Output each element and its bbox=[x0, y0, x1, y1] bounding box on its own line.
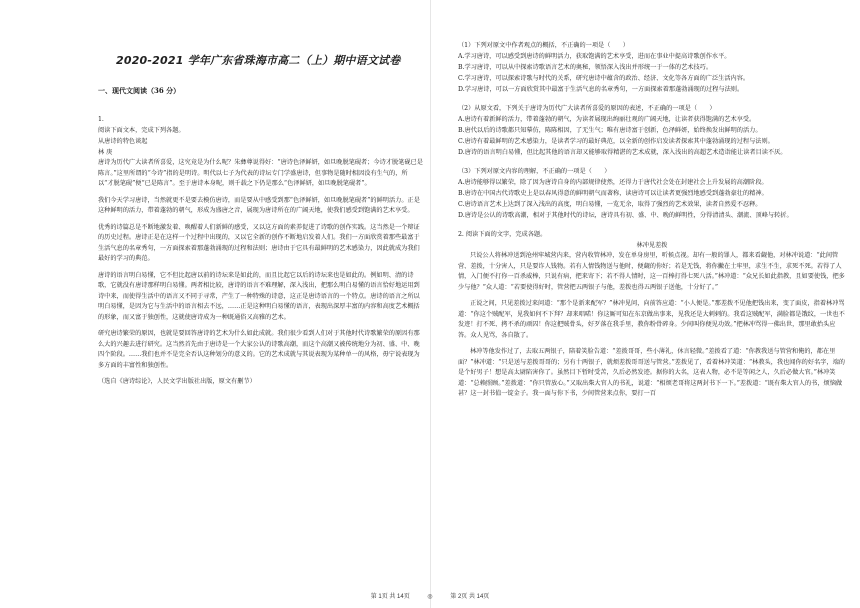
story-paragraph: 林冲等他发作过了，去取五两银子，陪着笑脸告道：“差拨哥哥，些小薄礼，休言轻微。”差拨看了道：“你教我送与管营和俺的，都在里面？”林冲道：“只是送与差拨哥哥的；另有十两银子，就烦差拨哥哥送与管营。”差拨见了，看着林冲笑道：“林教头，我也闻你的好名字，端的是个好男子！想是高太尉陷害你了。虽然目下暂时受苦，久后必然发迹。据你的大名，这表人物，必不是等闲之人，久后必做大官。”林冲笑道：“总赖照顾。”差拨道：“你只管放心。”又取出柴大官人的书礼，说道：“相烦老哥将这两封书下一下。”差拨道：“既有柴大官人的书，烦恼做甚？这一封书值一锭金子。我一面与你下书，少间管营来点你，要打一百 bbox=[458, 348, 845, 397]
option-d: D.唐诗的语言明白易懂，但比起其他的语言却又能够取得精湛的艺术成就，深入浅出的高超艺术造诣能让读者目读不厌。 bbox=[458, 149, 787, 156]
essay-title: 从唐诗的特色谈起 bbox=[98, 138, 148, 145]
story-title: 林冲见差拨 bbox=[636, 242, 668, 249]
option-a: A.唐诗有着新鲜的活力，带着蓬勃的朝气，为读者展现出绚丽壮观的广阔天地，让读者获得饱满的艺术享受。 bbox=[458, 116, 756, 123]
question-number: 1. bbox=[98, 116, 104, 123]
option-d: D.唐诗是公认的诗歌高潮，相对于其他时代的诗坛，唐诗具有初、盛、中、晚的鲜明性，分得清清头、潮流、顶峰与转折。 bbox=[458, 212, 793, 219]
question-1-3: （3）下列对原文内容的理解，不正确的一项是（ ） bbox=[458, 168, 611, 175]
question-1-2: （2）从原文看，下列关于唐诗为历代广大读者所喜爱的原因的表述，不正确的一项是（ ） bbox=[458, 105, 716, 112]
right-content bbox=[458, 40, 846, 406]
right-page bbox=[430, 0, 860, 608]
question-1-1: （1）下列对原文中作者观点的概括，不正确的一项是（ ） bbox=[458, 42, 629, 49]
essay-paragraph: 唐诗为历代广大读者所喜爱，这究竟是为什么呢？朱彝尊说得好：“唐诗色泽鲜妍，如旦晚脱笔砚者；今诗才脱笔砚已是陈言。”这里所谓的“今诗”指的是明诗。明代以七子为代表的诗坛专门学盛唐诗，但事物是随时相因没有生气的，所以“才脱笔砚”便“已是陈言”。至于唐诗本身呢，则千载之下仍是那么“色泽鲜妍，如旦晚脱笔砚者”。 bbox=[98, 159, 423, 187]
essay-paragraph: 优秀的诗篇总是不断地激发着、唤醒着人们新鲜的感受，又以这方面的素养促进了诗歌的创作实践。这当然是一个辩证的历史过程。唐诗正是在这样一个过程中出现的，又以它全新的创作不断地启发着人们。我们一方面欣赏着那些最富于生活气息的名章秀句，一方面探索着那蓬勃涌现的过程和法则；唐诗由于它具有最鲜明的艺术感染力，因此就成为我们最好的学习的典范。 bbox=[98, 223, 420, 262]
story-paragraph: 正说之间，只见差拨过来问道：“那个是新来配军？”林冲见问，向前答应道：“小人便是。”那差拨不见他把钱出来，变了面皮，指着林冲骂道：“你这个贼配军，见我如何不下拜？却来唱喏！你这厮可知在东京做出事来，见我还是大剌剌的。我看这贼配军，满脸都是饿纹，一世也不发迹！打不死、拷不杀的顽囚！你这把贼骨头，好歹落在我手里，教你粉骨碎身。少间叫你便见功效。”把林冲骂得一佛出世，那里敢抬头应答。众人见骂，各自散了。 bbox=[458, 300, 845, 339]
option-c: C.唐诗有着最鲜明的艺术感染力，是读者学习的最好典范，以全新的创作启发读者探索其中蓬勃涌现的过程与法则。 bbox=[458, 138, 774, 145]
option-b: B.唐诗在中国古代诗歌史上是以春风得意的鲜明朝气而著称，读唐诗可以让读者更强烈地感受到蓬勃豪壮的精神。 bbox=[458, 190, 768, 197]
page-separator: ◎ bbox=[427, 594, 433, 600]
essay-paragraph: 唐诗的语言明白易懂，它不但比起唐以前的诗坛来是如此的，而且比起它以后的诗坛来也是如此的。例如明、清的诗歌，它就没有唐诗那样明白易懂。两者相比较，唐诗的语言不难理解，深入浅出，把那么明白易懂的语言恰好地运用到诗中来，而使得生活中的语言又不同于寻常，产生了一种特殊的诗意，这正是唐诗语言的一个特点。唐诗的语言之所以明白易懂，是因为它与生活中的语言相去不远，……正是这种明白易懂的语言，表现出深厚丰富的内容和高度艺术概括的形象，而又富于独创性，这就使唐诗成为一种既通俗又高雅的艺术。 bbox=[98, 271, 420, 321]
option-a: A.学习唐诗，可以感受到唐诗的鲜明活力，获取饱满的艺术享受，进而在事业中提高诗歌创作水平。 bbox=[458, 53, 731, 60]
option-d: D.学习唐诗，可以一方面欣赏其中最富于生活气息的名章秀句，一方面探索着那蓬勃涌现的过程与法则。 bbox=[458, 86, 744, 93]
essay-paragraph: 研究唐诗繁荣的原因，也就是要回答唐诗的艺术为什么如此成就。我们很少看到人们对于其他时代诗歌繁荣的原因有那么大的兴趣去进行研究。这当然首先由于唐诗是一个大家公认的诗歌高潮，而这个高潮又被传统地分为初、盛、中、晚四个阶段。……我们也并不是完全否认这种划分的意义的。它的艺术成就与其说表现为某种单一的风格，毋宁说表现为多方面的丰富性和独创性。 bbox=[98, 330, 420, 369]
option-c: C.唐诗语言艺术上达到了深入浅出的高度，明白易懂，一览无余，取得了强烈的艺术效果，读者自然爱不忍释。 bbox=[458, 201, 762, 208]
essay-author: 林 庚 bbox=[98, 149, 113, 156]
essay-source: （选自《唐诗综论》，人民文学出版社出版，原文有删节） bbox=[98, 378, 256, 385]
right-page-number: 第 2页 共 14页 bbox=[450, 594, 490, 600]
option-b: B.唐代以后的诗歌都只知摹仿，陈陈相因，了无生气；唯有唐诗富于创新，色泽鲜妍，始终焕发出鲜明的活力。 bbox=[458, 127, 762, 134]
reading-instruction: 阅读下面文本，完成下列各题。 bbox=[98, 127, 185, 134]
question-2: 2. 阅读下面的文字，完成各题。 bbox=[458, 231, 547, 238]
left-page-number: 第 1页 共 14页 bbox=[370, 594, 410, 600]
essay-paragraph: 我们今天学习唐诗，当然就更不是要去模仿唐诗，而是要从中感受到那“色泽鲜妍，如旦晚脱笔砚者”的鲜明活力。正是这种鲜明的活力，带着蓬勃的朝气，形成为盛唐之音，展现为唐诗所在的广阔天地，使我们感受到饱满的艺术享受。 bbox=[98, 196, 420, 214]
story-paragraph: 只说公人将林冲送到沧州牢城营内来，营内收管林冲，发在单身房里，听候点视。却有一般的罪人，都来看觑他，对林冲说道：“此间管营、差拨，十分害人，只是要诈人钱物。若有人情钱物送与他时，便觑的你好；若是无钱，将你撇在土牢里，求生不生，求死不死。若得了人情，入门便不打你一百杀威棒，只说有病，把来寄下；若不得人情时，这一百棒打得七死八活。”林冲道：“众兄长如此指教，且如要使钱，把多少与他？”众人道：“若要使得好时，管营把五两银子与他，差拨也得五两银子送他，十分好了。” bbox=[458, 252, 845, 291]
document-title: 2020-2021 学年广东省珠海市高二（上）期中语文试卷 bbox=[116, 54, 401, 67]
page-footer bbox=[0, 591, 860, 600]
left-content bbox=[98, 40, 423, 394]
section-heading: 一、现代文阅读（36 分） bbox=[98, 86, 181, 95]
option-b: B.学习唐诗，可以从中探索诗歌语言艺术的奥秘，领悟深入浅出并形统一于一体的艺术技巧。 bbox=[458, 64, 713, 71]
option-a: A.唐诗能够得以繁荣，除了因为唐诗自身的内部规律使然，还得力于唐代社会处在封建社会上升发展的高潮阶段。 bbox=[458, 179, 768, 186]
option-c: C.学习唐诗，可以探索诗歌与时代的关系，研究唐诗中蕴含的政治、经济、文化等各方面的广泛生活内容。 bbox=[458, 75, 750, 82]
